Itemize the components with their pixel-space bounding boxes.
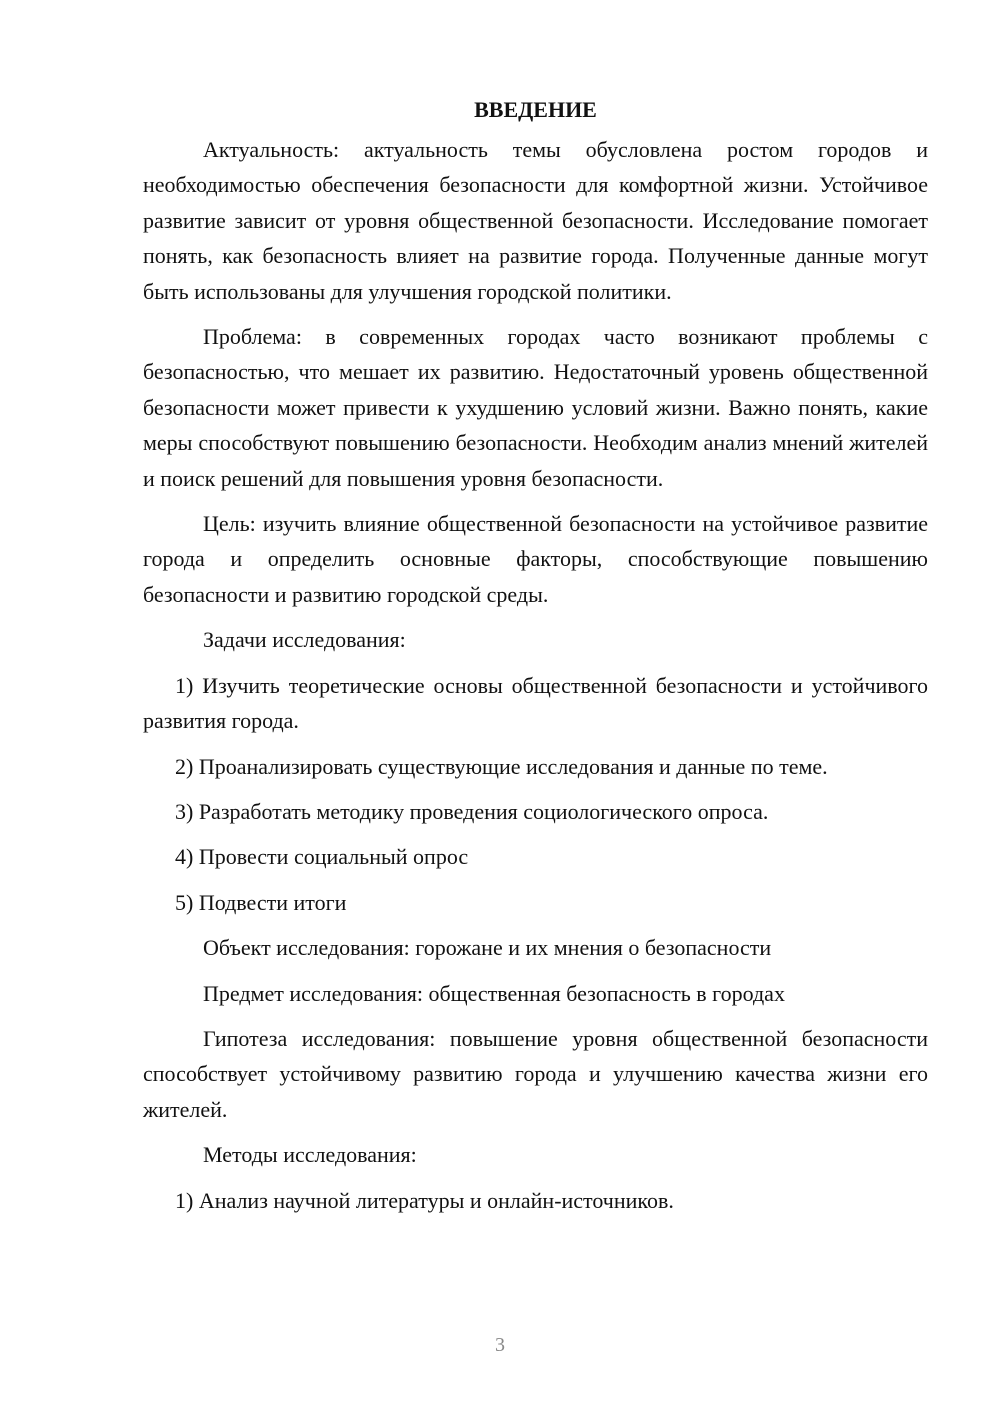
tasks-heading: Задачи исследования:: [203, 627, 406, 653]
page-title: ВВЕДЕНИЕ: [474, 97, 597, 122]
research-object: Объект исследования: горожане и их мнения о безопасности: [203, 935, 772, 961]
task-item-4: 4) Провести социальный опрос: [175, 844, 469, 870]
task-item-1: 1) Изучить теоретические основы общественной безопасности и устойчивого развития города.: [143, 672, 928, 734]
research-subject: Предмет исследования: общественная безопасность в городах: [203, 980, 785, 1006]
relevance-paragraph: Актуальность: актуальность темы обусловлена ростом городов и необходимостью обеспечения безопасности для комфортной жизни. Устойчивое развитие зависит от уровня общественной безопасности. Исследование помогает понять, как безопасность влияет на развитие города. Полученные данные могут быть использованы для улучшения городской политики.: [143, 137, 928, 304]
document-page: [143, 92, 928, 1228]
task-item-2: 2) Проанализировать существующие исследования и данные по теме.: [175, 753, 828, 779]
page-number: 3: [495, 1334, 505, 1356]
method-item-1: 1) Анализ научной литературы и онлайн-источников.: [175, 1187, 674, 1213]
hypothesis-paragraph: Гипотеза исследования: повышение уровня общественной безопасности способствует устойчивому развитию города и улучшению качества жизни его жителей.: [143, 1025, 928, 1122]
goal-paragraph: Цель: изучить влияние общественной безопасности на устойчивое развитие города и определить основные факторы, способствующие повышению безопасности и развитию городской среды.: [143, 511, 928, 607]
task-item-3: 3) Разработать методику проведения социологического опроса.: [175, 798, 769, 824]
methods-heading: Методы исследования:: [203, 1142, 417, 1168]
task-item-5: 5) Подвести итоги: [175, 889, 347, 915]
problem-paragraph: Проблема: в современных городах часто возникают проблемы с безопасностью, что мешает их развитию. Недостаточный уровень общественной безопасности может привести к ухудшению условий жизни. Важно понять, какие меры способствуют повышению безопасности. Необходим анализ мнений жителей и поиск решений для повышения уровня безопасности.: [143, 324, 928, 491]
